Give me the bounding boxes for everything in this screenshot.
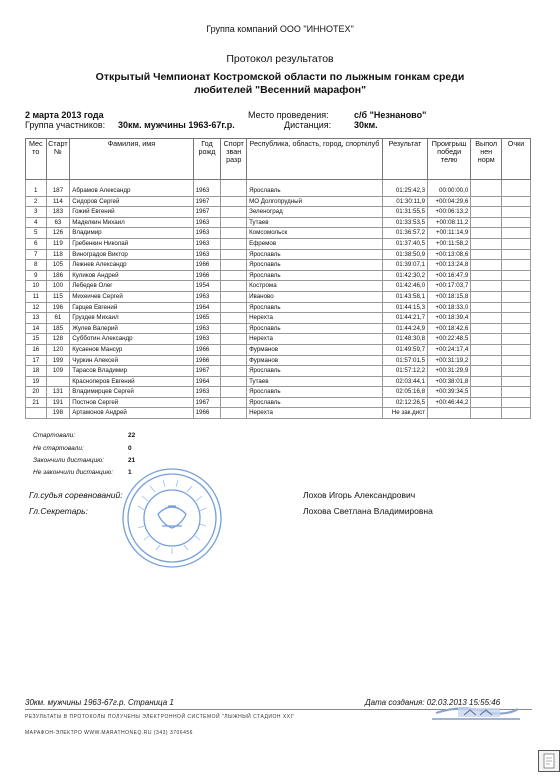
place-value: с/б "Незнаново" xyxy=(354,110,427,120)
cell-place: 6 xyxy=(26,238,47,249)
cell-rank xyxy=(221,387,247,398)
cell-place: 5 xyxy=(26,228,47,239)
cell-result: 01:37:40,5 xyxy=(382,238,427,249)
cell-points xyxy=(502,376,531,387)
cell-norm xyxy=(471,313,502,324)
cell-year: 1963 xyxy=(193,334,221,345)
cell-gap: +00:18:42,6 xyxy=(428,323,471,334)
col-result: Результат xyxy=(382,139,427,180)
cell-year: 1963 xyxy=(193,228,221,239)
cell-norm xyxy=(471,180,502,197)
cell-name: Виноградов Виктор xyxy=(70,249,193,260)
cell-rank xyxy=(221,366,247,377)
cell-place: 15 xyxy=(26,334,47,345)
cell-region: Нерехта xyxy=(247,334,383,345)
cell-region: Ярославль xyxy=(247,366,383,377)
cell-norm xyxy=(471,323,502,334)
results-table xyxy=(25,138,531,419)
cell-result: 01:25:42,3 xyxy=(382,180,427,197)
cell-gap: +00:13:08,6 xyxy=(428,249,471,260)
cell-year: 1965 xyxy=(193,313,221,324)
footer-page-info: 30км. мужчины 1963-67г.р. Страница 1 xyxy=(25,698,174,707)
cell-year: 1964 xyxy=(193,376,221,387)
cell-result: 01:48:30,8 xyxy=(382,334,427,345)
table-row xyxy=(26,302,531,313)
cell-rank xyxy=(221,270,247,281)
cell-year: 1963 xyxy=(193,238,221,249)
table-row xyxy=(26,228,531,239)
cell-gap: +00:18:39,4 xyxy=(428,313,471,324)
not-started-value: 0 xyxy=(128,445,132,452)
cell-rank xyxy=(221,313,247,324)
cell-points xyxy=(502,397,531,408)
cell-norm xyxy=(471,260,502,271)
cell-result: 01:30:11,9 xyxy=(382,196,427,207)
cell-points xyxy=(502,249,531,260)
cell-points xyxy=(502,387,531,398)
cell-year: 1966 xyxy=(193,408,221,419)
cell-place: 2 xyxy=(26,196,47,207)
cell-place: 17 xyxy=(26,355,47,366)
cell-rank xyxy=(221,249,247,260)
footer-created: Дата создания: 02.03.2013 15:55:46 xyxy=(365,698,501,707)
not-finished-label: Не закончили дистанцию: xyxy=(33,469,114,476)
cell-region: МО Долгопрудный xyxy=(247,196,383,207)
cell-rank xyxy=(221,228,247,239)
cell-year: 1967 xyxy=(193,397,221,408)
distance-label: Дистанция: xyxy=(284,120,332,130)
cell-rank xyxy=(221,334,247,345)
cell-rank xyxy=(221,260,247,271)
cell-gap: +00:24:17,4 xyxy=(428,344,471,355)
cell-start xyxy=(46,376,70,387)
marathon-electro-logo-icon xyxy=(430,703,522,725)
cell-result: 01:36:57,2 xyxy=(382,228,427,239)
cell-place: 18 xyxy=(26,366,47,377)
cell-place: 1 xyxy=(26,180,47,197)
cell-rank xyxy=(221,302,247,313)
cell-points xyxy=(502,260,531,271)
cell-norm xyxy=(471,376,502,387)
cell-start: 61 xyxy=(46,313,70,324)
not-started-label: Не стартовали: xyxy=(33,445,84,452)
cell-points xyxy=(502,207,531,218)
cell-region: Нерехта xyxy=(247,313,383,324)
cell-region: Фурманов xyxy=(247,355,383,366)
cell-result: 01:31:55,5 xyxy=(382,207,427,218)
cell-rank xyxy=(221,238,247,249)
cell-name: Гребенкин Николай xyxy=(70,238,193,249)
table-row xyxy=(26,217,531,228)
cell-gap: +00:17:03,7 xyxy=(428,281,471,292)
cell-region: Кострома xyxy=(247,281,383,292)
cell-place: 12 xyxy=(26,302,47,313)
corner-thumbnail xyxy=(538,750,560,772)
cell-norm xyxy=(471,397,502,408)
cell-gap: +00:08:11,2 xyxy=(428,217,471,228)
cell-points xyxy=(502,355,531,366)
cell-points xyxy=(502,302,531,313)
table-row xyxy=(26,323,531,334)
finished-value: 21 xyxy=(128,457,136,464)
cell-start: 115 xyxy=(46,291,70,302)
cell-rank xyxy=(221,196,247,207)
cell-gap: +00:11:14,9 xyxy=(428,228,471,239)
cell-points xyxy=(502,270,531,281)
place-label: Место проведения: xyxy=(248,110,329,120)
table-row xyxy=(26,387,531,398)
cell-region: Ярославль xyxy=(247,249,383,260)
cell-result: 02:12:26,5 xyxy=(382,397,427,408)
judge-name: Лохов Игорь Александрович xyxy=(303,490,416,500)
cell-place: 13 xyxy=(26,313,47,324)
cell-year: 1954 xyxy=(193,281,221,292)
cell-start: 118 xyxy=(46,249,70,260)
col-points: Очки xyxy=(502,139,531,180)
cell-rank xyxy=(221,323,247,334)
cell-norm xyxy=(471,217,502,228)
cell-year: 1963 xyxy=(193,387,221,398)
cell-norm xyxy=(471,238,502,249)
cell-year: 1967 xyxy=(193,366,221,377)
cell-result: 01:44:15,3 xyxy=(382,302,427,313)
results-header-row xyxy=(26,139,531,180)
col-region: Республика, область, город, спортклуб xyxy=(247,139,383,180)
cell-start: 191 xyxy=(46,397,70,408)
group-value: 30км. мужчины 1963-67г.р. xyxy=(118,120,235,130)
cell-norm xyxy=(471,196,502,207)
cell-gap: +00:31:29,9 xyxy=(428,366,471,377)
col-norm: Выпол нен норм xyxy=(471,139,502,180)
cell-place: 9 xyxy=(26,270,47,281)
cell-result: 02:03:44,1 xyxy=(382,376,427,387)
page-corner-icon xyxy=(539,751,559,771)
finished-label: Закончили дистанцию: xyxy=(33,457,104,464)
cell-points xyxy=(502,313,531,324)
secretary-label: Гл.Секретарь: xyxy=(29,506,88,516)
table-row xyxy=(26,207,531,218)
cell-place: 19 xyxy=(26,376,47,387)
event-title-line-1: Открытый Чемпионат Костромской области по лыжным гонкам среди xyxy=(95,71,465,83)
cell-points xyxy=(502,281,531,292)
cell-points xyxy=(502,228,531,239)
cell-year: 1963 xyxy=(193,323,221,334)
cell-region: Ярославль xyxy=(247,260,383,271)
cell-points xyxy=(502,366,531,377)
cell-year: 1963 xyxy=(193,291,221,302)
cell-result: 01:38:50,9 xyxy=(382,249,427,260)
cell-norm xyxy=(471,270,502,281)
cell-region: Ярославль xyxy=(247,397,383,408)
cell-gap: +00:18:33,0 xyxy=(428,302,471,313)
event-title xyxy=(0,71,560,97)
table-row xyxy=(26,313,531,324)
cell-norm xyxy=(471,228,502,239)
cell-start: 131 xyxy=(46,387,70,398)
table-row xyxy=(26,249,531,260)
cell-year: 1963 xyxy=(193,180,221,197)
cell-year: 1963 xyxy=(193,217,221,228)
cell-points xyxy=(502,180,531,197)
cell-year: 1966 xyxy=(193,260,221,271)
cell-gap: +00:31:19,2 xyxy=(428,355,471,366)
cell-result: Не зак.дист xyxy=(382,408,427,419)
cell-gap: +00:06:13,2 xyxy=(428,207,471,218)
cell-result: 01:42:30,2 xyxy=(382,270,427,281)
cell-result: 01:44:21,7 xyxy=(382,313,427,324)
table-row xyxy=(26,270,531,281)
table-row xyxy=(26,260,531,271)
cell-name: Гожий Евгений xyxy=(70,207,193,218)
cell-norm xyxy=(471,408,502,419)
cell-gap: +00:38:01,8 xyxy=(428,376,471,387)
cell-region: Ярославль xyxy=(247,387,383,398)
cell-place: 20 xyxy=(26,387,47,398)
cell-start: 109 xyxy=(46,366,70,377)
cell-result: 01:57:01,5 xyxy=(382,355,427,366)
official-stamp-icon xyxy=(118,466,226,570)
cell-year: 1963 xyxy=(193,249,221,260)
secretary-name: Лохова Светлана Владимировна xyxy=(303,506,433,516)
cell-rank xyxy=(221,376,247,387)
cell-name: Михеичев Сергей xyxy=(70,291,193,302)
cell-region: Ярославль xyxy=(247,270,383,281)
cell-place: 8 xyxy=(26,260,47,271)
cell-place: 7 xyxy=(26,249,47,260)
cell-norm xyxy=(471,207,502,218)
cell-norm xyxy=(471,281,502,292)
cell-name: Владимирцев Сергей xyxy=(70,387,193,398)
table-row xyxy=(26,355,531,366)
cell-start: 187 xyxy=(46,180,70,197)
cell-rank xyxy=(221,408,247,419)
cell-rank xyxy=(221,207,247,218)
cell-name: Маделкин Михаил xyxy=(70,217,193,228)
cell-result: 01:42:46,0 xyxy=(382,281,427,292)
cell-name: Чуркин Алексей xyxy=(70,355,193,366)
cell-year: 1967 xyxy=(193,207,221,218)
cell-start: 114 xyxy=(46,196,70,207)
cell-gap: +00:18:15,8 xyxy=(428,291,471,302)
cell-name: Постнов Сергей xyxy=(70,397,193,408)
cell-rank xyxy=(221,180,247,197)
cell-rank xyxy=(221,344,247,355)
not-finished-value: 1 xyxy=(128,469,132,476)
cell-year: 1966 xyxy=(193,344,221,355)
table-row xyxy=(26,334,531,345)
col-place: Мес то xyxy=(26,139,47,180)
cell-name: Кусаенов Мансур xyxy=(70,344,193,355)
cell-name: Гарцев Евгений xyxy=(70,302,193,313)
cell-name: Лежнев Александр xyxy=(70,260,193,271)
cell-rank xyxy=(221,397,247,408)
table-row xyxy=(26,281,531,292)
cell-points xyxy=(502,217,531,228)
cell-region: Ярославль xyxy=(247,180,383,197)
cell-place: 14 xyxy=(26,323,47,334)
company-name: Группа компаний ООО "ИННОТЕХ" xyxy=(206,24,354,34)
judge-label: Гл.судья соревнований: xyxy=(29,490,123,500)
footer-system-line: РЕЗУЛЬТАТЫ В ПРОТОКОЛЫ ПОЛУЧЕНЫ ЭЛЕКТРОННОЙ СИСТЕМОЙ "ЛЫЖНЫЙ СТАДИОН XXI" xyxy=(25,714,295,720)
cell-name: Груздев Михаил xyxy=(70,313,193,324)
col-gap: Проигрыш победи телю xyxy=(428,139,471,180)
cell-start: 128 xyxy=(46,334,70,345)
cell-points xyxy=(502,344,531,355)
cell-norm xyxy=(471,344,502,355)
cell-name: Куликов Андрей xyxy=(70,270,193,281)
cell-place: 4 xyxy=(26,217,47,228)
cell-name: Сидоров Сергей xyxy=(70,196,193,207)
cell-gap xyxy=(428,408,471,419)
started-value: 22 xyxy=(128,432,136,439)
cell-rank xyxy=(221,355,247,366)
started-label: Стартовали: xyxy=(33,432,76,439)
cell-start: 100 xyxy=(46,281,70,292)
cell-start: 186 xyxy=(46,270,70,281)
table-row xyxy=(26,291,531,302)
cell-points xyxy=(502,291,531,302)
cell-name: Владимир xyxy=(70,228,193,239)
cell-norm xyxy=(471,334,502,345)
group-label: Группа участников: xyxy=(25,120,106,130)
cell-gap: +00:39:34,5 xyxy=(428,387,471,398)
cell-norm xyxy=(471,302,502,313)
cell-region: Комсомольск xyxy=(247,228,383,239)
table-row xyxy=(26,366,531,377)
cell-start: 63 xyxy=(46,217,70,228)
col-start: Старт № xyxy=(46,139,70,180)
cell-gap: +00:16:47,9 xyxy=(428,270,471,281)
cell-region: Фурманов xyxy=(247,344,383,355)
cell-points xyxy=(502,408,531,419)
cell-place: 11 xyxy=(26,291,47,302)
cell-norm xyxy=(471,355,502,366)
cell-year: 1966 xyxy=(193,355,221,366)
cell-start: 185 xyxy=(46,323,70,334)
cell-name: Субботин Александр xyxy=(70,334,193,345)
cell-place: 10 xyxy=(26,281,47,292)
event-date: 2 марта 2013 года xyxy=(25,110,104,120)
cell-rank xyxy=(221,217,247,228)
footer-site-line: МАРАФОН-ЭЛЕКТРО WWW.MARATHONEQ.RU (343) 3706456 xyxy=(25,730,193,736)
cell-start: 198 xyxy=(46,408,70,419)
cell-gap: +00:04:29,6 xyxy=(428,196,471,207)
cell-points xyxy=(502,196,531,207)
cell-start: 126 xyxy=(46,228,70,239)
table-row xyxy=(26,180,531,197)
cell-name: Абрамов Александр xyxy=(70,180,193,197)
table-row xyxy=(26,408,531,419)
cell-start: 120 xyxy=(46,344,70,355)
cell-region: Тутаев xyxy=(247,217,383,228)
cell-result: 02:05:16,8 xyxy=(382,387,427,398)
cell-year: 1966 xyxy=(193,270,221,281)
cell-norm xyxy=(471,249,502,260)
cell-year: 1967 xyxy=(193,196,221,207)
distance-value: 30км. xyxy=(354,120,378,130)
col-year: Год рожд xyxy=(193,139,221,180)
cell-result: 01:44:24,9 xyxy=(382,323,427,334)
cell-points xyxy=(502,323,531,334)
table-row xyxy=(26,376,531,387)
event-title-line-2: любителей "Весенний марафон" xyxy=(193,84,367,96)
cell-result: 01:39:07,1 xyxy=(382,260,427,271)
cell-result: 01:43:58,1 xyxy=(382,291,427,302)
cell-start: 199 xyxy=(46,355,70,366)
cell-points xyxy=(502,238,531,249)
cell-start: 183 xyxy=(46,207,70,218)
cell-name: Жулев Валерий xyxy=(70,323,193,334)
cell-region: Ярославль xyxy=(247,302,383,313)
cell-result: 01:57:12,2 xyxy=(382,366,427,377)
cell-norm xyxy=(471,291,502,302)
cell-region: Зеленоград xyxy=(247,207,383,218)
cell-start: 196 xyxy=(46,302,70,313)
cell-start: 105 xyxy=(46,260,70,271)
table-row xyxy=(26,238,531,249)
cell-result: 01:49:59,7 xyxy=(382,344,427,355)
table-row xyxy=(26,196,531,207)
cell-points xyxy=(502,334,531,345)
cell-gap: +00:13:24,8 xyxy=(428,260,471,271)
cell-region: Нерехта xyxy=(247,408,383,419)
cell-result: 01:33:53,5 xyxy=(382,217,427,228)
cell-region: Ефремов xyxy=(247,238,383,249)
cell-norm xyxy=(471,387,502,398)
table-row xyxy=(26,397,531,408)
cell-gap: +00:11:58,2 xyxy=(428,238,471,249)
cell-place: 21 xyxy=(26,397,47,408)
col-name: Фамилия, имя xyxy=(70,139,193,180)
cell-rank xyxy=(221,291,247,302)
cell-name: Тарасов Владимир xyxy=(70,366,193,377)
cell-gap: +00:46:44,2 xyxy=(428,397,471,408)
cell-norm xyxy=(471,366,502,377)
col-rank: Спорт зван разр xyxy=(221,139,247,180)
protocol-heading: Протокол результатов xyxy=(226,53,334,65)
cell-region: Иваново xyxy=(247,291,383,302)
cell-year: 1964 xyxy=(193,302,221,313)
cell-region: Тутаев xyxy=(247,376,383,387)
cell-name: Артамонов Андрей xyxy=(70,408,193,419)
cell-name: Красноперов Евгений xyxy=(70,376,193,387)
cell-rank xyxy=(221,281,247,292)
cell-name: Лебедев Олег xyxy=(70,281,193,292)
cell-place xyxy=(26,408,47,419)
cell-gap: +00:22:48,5 xyxy=(428,334,471,345)
cell-place: 16 xyxy=(26,344,47,355)
cell-start: 119 xyxy=(46,238,70,249)
cell-region: Ярославль xyxy=(247,323,383,334)
cell-place: 3 xyxy=(26,207,47,218)
table-row xyxy=(26,344,531,355)
cell-gap: 00:00:00,0 xyxy=(428,180,471,197)
